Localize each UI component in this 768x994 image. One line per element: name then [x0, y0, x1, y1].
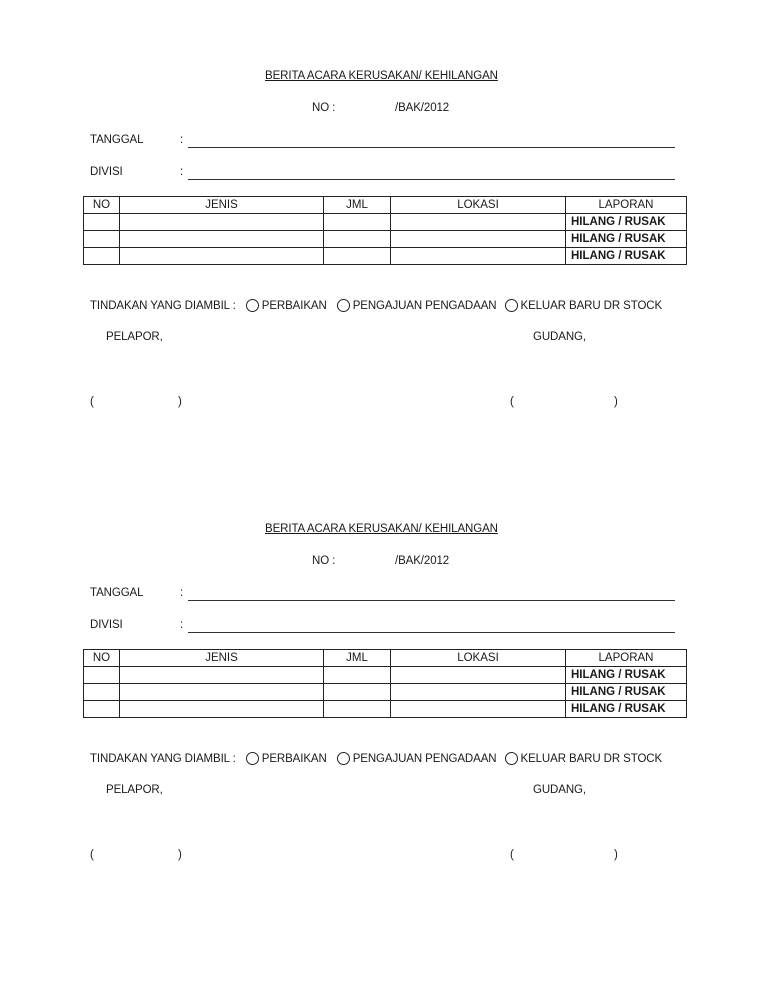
cell-no[interactable] [84, 701, 120, 718]
pelapor-sign-close: ) [178, 396, 182, 408]
header-no: NO [84, 197, 120, 214]
option-perbaikan[interactable] [246, 299, 327, 312]
header-laporan: LAPORAN [566, 650, 687, 667]
cell-laporan: HILANG / RUSAK [566, 667, 687, 684]
option-label: KELUAR BARU DR STOCK [520, 752, 663, 765]
cell-laporan: HILANG / RUSAK [566, 248, 687, 265]
tanggal-input-line[interactable] [188, 147, 675, 148]
table-row [84, 214, 687, 231]
radio-circle-icon[interactable] [246, 752, 259, 765]
tanggal-label: TANGGAL [90, 587, 144, 599]
form-2 [0, 517, 768, 957]
cell-laporan: HILANG / RUSAK [566, 701, 687, 718]
gudang-label: GUDANG, [533, 331, 586, 343]
cell-no[interactable] [84, 667, 120, 684]
cell-jml[interactable] [324, 667, 391, 684]
gudang-sign-close: ) [614, 396, 618, 408]
tanggal-input-line[interactable] [188, 600, 675, 601]
header-jml: JML [324, 197, 391, 214]
tanggal-label: TANGGAL [90, 134, 144, 146]
tindakan-label: TINDAKAN YANG DIAMBIL : [90, 299, 236, 312]
cell-jml[interactable] [324, 231, 391, 248]
form-title: BERITA ACARA KERUSAKAN/ KEHILANGAN [265, 70, 498, 82]
radio-circle-icon[interactable] [246, 299, 259, 312]
cell-no[interactable] [84, 231, 120, 248]
divisi-colon: : [180, 166, 184, 178]
option-label: PENGAJUAN PENGADAAN [352, 299, 497, 312]
header-jenis: JENIS [120, 197, 324, 214]
cell-no[interactable] [84, 248, 120, 265]
cell-lokasi[interactable] [391, 231, 566, 248]
cell-lokasi[interactable] [391, 701, 566, 718]
tanggal-colon: : [180, 134, 184, 146]
pelapor-sign-open: ( [90, 849, 94, 861]
header-jml: JML [324, 650, 391, 667]
gudang-label: GUDANG, [533, 784, 586, 796]
header-lokasi: LOKASI [391, 650, 566, 667]
cell-jml[interactable] [324, 684, 391, 701]
cell-jenis[interactable] [120, 248, 324, 265]
cell-laporan: HILANG / RUSAK [566, 214, 687, 231]
option-label: PERBAIKAN [261, 752, 327, 765]
divisi-input-line[interactable] [188, 632, 675, 633]
cell-jenis[interactable] [120, 667, 324, 684]
table-row [84, 231, 687, 248]
items-table [83, 196, 687, 265]
cell-laporan: HILANG / RUSAK [566, 231, 687, 248]
number-suffix: /BAK/2012 [395, 555, 450, 567]
table-row [84, 684, 687, 701]
cell-jenis[interactable] [120, 701, 324, 718]
items-table [83, 649, 687, 718]
radio-circle-icon[interactable] [505, 752, 518, 765]
header-lokasi: LOKASI [391, 197, 566, 214]
number-suffix: /BAK/2012 [395, 102, 450, 114]
cell-jenis[interactable] [120, 214, 324, 231]
form-title: BERITA ACARA KERUSAKAN/ KEHILANGAN [265, 523, 498, 535]
divisi-label: DIVISI [90, 166, 123, 178]
table-row [84, 248, 687, 265]
table-row [84, 667, 687, 684]
pelapor-sign-open: ( [90, 396, 94, 408]
option-label: PENGAJUAN PENGADAAN [352, 752, 497, 765]
divisi-colon: : [180, 619, 184, 631]
cell-lokasi[interactable] [391, 214, 566, 231]
tindakan-label: TINDAKAN YANG DIAMBIL : [90, 752, 236, 765]
radio-circle-icon[interactable] [505, 299, 518, 312]
cell-jml[interactable] [324, 701, 391, 718]
tindakan-row [90, 752, 662, 765]
tanggal-colon: : [180, 587, 184, 599]
header-no: NO [84, 650, 120, 667]
table-header-row [84, 197, 687, 214]
pelapor-sign-close: ) [178, 849, 182, 861]
cell-lokasi[interactable] [391, 684, 566, 701]
option-keluar-baru[interactable] [505, 299, 663, 312]
option-label: KELUAR BARU DR STOCK [520, 299, 663, 312]
form-1 [0, 64, 768, 504]
option-keluar-baru[interactable] [505, 752, 663, 765]
cell-jml[interactable] [324, 214, 391, 231]
cell-jenis[interactable] [120, 684, 324, 701]
divisi-input-line[interactable] [188, 179, 675, 180]
tindakan-row [90, 299, 662, 312]
pelapor-label: PELAPOR, [106, 784, 163, 796]
number-label: NO : [312, 102, 336, 114]
cell-laporan: HILANG / RUSAK [566, 684, 687, 701]
gudang-sign-open: ( [510, 396, 514, 408]
cell-jenis[interactable] [120, 231, 324, 248]
header-jenis: JENIS [120, 650, 324, 667]
gudang-sign-close: ) [614, 849, 618, 861]
gudang-sign-open: ( [510, 849, 514, 861]
radio-circle-icon[interactable] [337, 752, 350, 765]
number-label: NO : [312, 555, 336, 567]
option-label: PERBAIKAN [261, 299, 327, 312]
table-row [84, 701, 687, 718]
table-header-row [84, 650, 687, 667]
divisi-label: DIVISI [90, 619, 123, 631]
radio-circle-icon[interactable] [337, 299, 350, 312]
option-perbaikan[interactable] [246, 752, 327, 765]
header-laporan: LAPORAN [566, 197, 687, 214]
cell-jml[interactable] [324, 248, 391, 265]
cell-lokasi[interactable] [391, 248, 566, 265]
cell-lokasi[interactable] [391, 667, 566, 684]
pelapor-label: PELAPOR, [106, 331, 163, 343]
option-pengajuan-pengadaan[interactable] [337, 752, 497, 765]
cell-no[interactable] [84, 214, 120, 231]
cell-no[interactable] [84, 684, 120, 701]
option-pengajuan-pengadaan[interactable] [337, 299, 497, 312]
